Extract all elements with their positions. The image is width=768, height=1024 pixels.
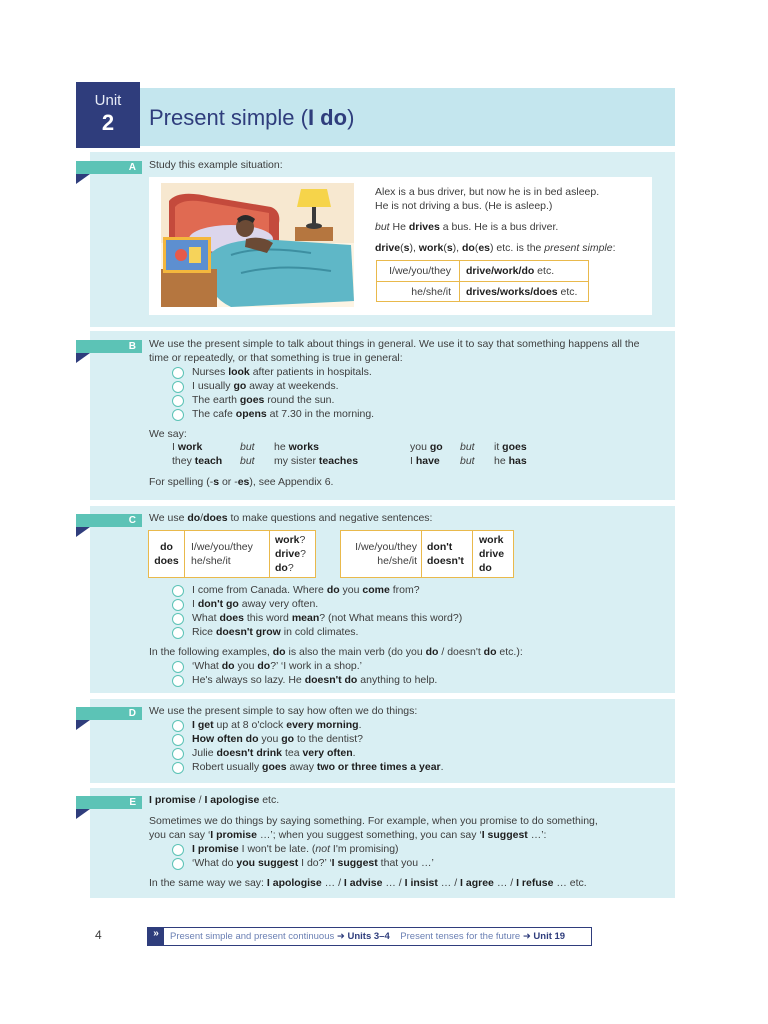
section-tab-c: C — [76, 514, 142, 527]
say-s3: I have — [410, 455, 440, 467]
section-a — [90, 152, 675, 327]
section-e-heading: I promise / I apologise etc. — [149, 794, 280, 806]
say-s4: it goes — [494, 441, 527, 453]
forms-verbs: drive/work/do etc. — [466, 265, 555, 277]
section-b-body — [149, 337, 659, 441]
list-item: ‘What do you suggest I do?’ ‘I suggest that you …’ — [172, 856, 659, 870]
list-item: I promise I won't be late. (not I'm promising) — [172, 842, 659, 856]
section-b-bullets — [149, 365, 659, 421]
we-say-label: We say: — [149, 428, 187, 440]
section-c-body — [149, 583, 659, 687]
page-title: Present simple (I do) — [149, 105, 355, 130]
main-verb-note: In the following examples, do is also the main verb (do you do / doesn't do etc.): — [149, 646, 523, 658]
chevron-icon: » — [148, 928, 164, 945]
section-e-bullets — [149, 842, 659, 870]
say-s4: he has — [494, 455, 527, 467]
section-e — [90, 788, 675, 898]
unit-number: 2 — [101, 110, 115, 135]
section-a-intro: Study this example situation: — [149, 159, 283, 171]
say-s1: I work — [172, 441, 203, 453]
unit-badge — [76, 82, 140, 148]
forms-table — [376, 260, 589, 302]
section-d-bullets — [149, 718, 659, 774]
list-item: Robert usually goes away two or three times a year. — [172, 760, 659, 774]
section-c-intro: We use do/does to make questions and negative sentences: — [149, 512, 433, 524]
list-item: ‘What do you do?’ ‘I work in a shop.’ — [172, 659, 659, 673]
spelling-note: For spelling (-s or -es), see Appendix 6. — [149, 476, 334, 488]
forms-subject: he/she/it — [377, 282, 460, 301]
say-but-2: but — [460, 441, 475, 453]
list-item: The cafe opens at 7.30 in the morning. — [172, 407, 659, 421]
section-c — [90, 506, 675, 693]
say-but-2: but — [460, 455, 475, 467]
same-way-line: In the same way we say: I apologise … / I advise … / I insist … / I agree … / I refuse … etc. — [149, 877, 587, 889]
section-e-para-1: Sometimes we do things by saying something. For example, when you promise to do something, — [149, 815, 598, 827]
section-b — [90, 331, 675, 500]
section-d-body — [149, 704, 659, 774]
section-e-body — [149, 793, 659, 890]
drives-line: but He drives a bus. He is a bus driver. — [375, 221, 559, 233]
question-table: do does I/we/you/they he/she/it work? drive? do? — [148, 530, 316, 578]
forms-row — [377, 261, 588, 281]
say-s1: they teach — [172, 455, 223, 467]
section-d-intro: We use the present simple to say how often we do things: — [149, 705, 418, 717]
forms-verbs: drives/works/does etc. — [466, 286, 578, 298]
sleeping-man-illustration — [161, 183, 354, 307]
section-c-bullets-2 — [149, 659, 659, 687]
ref-link-unit-19[interactable]: Present tenses for the future ➜ Unit 19 — [400, 931, 566, 942]
page-number: 4 — [95, 928, 102, 942]
list-item: I don't go away very often. — [172, 597, 659, 611]
unit-label: Unit — [94, 92, 122, 109]
section-tab-a: A — [76, 161, 142, 174]
situation-text — [375, 185, 645, 255]
section-b-para-1: We use the present simple to talk about things in general. We use it to say that something happens all the — [149, 338, 640, 350]
say-but: but — [240, 441, 255, 453]
forms-row — [377, 281, 588, 301]
list-item: How often do you go to the dentist? — [172, 732, 659, 746]
list-item: Rice doesn't grow in cold climates. — [172, 625, 659, 639]
say-but: but — [240, 455, 255, 467]
section-b-para-2: time or repeatedly, or that something is true in general: — [149, 352, 403, 364]
section-tab-b: B — [76, 340, 142, 353]
situation-line-2: He is not driving a bus. (He is asleep.) — [375, 200, 553, 212]
say-s2: he works — [274, 441, 319, 453]
section-tab-e: E — [76, 796, 142, 809]
list-item: He's always so lazy. He doesn't do anything to help. — [172, 673, 659, 687]
say-s2: my sister teaches — [274, 455, 359, 467]
forms-line: drive(s), work(s), do(es) etc. is the present simple: — [375, 242, 616, 254]
ref-link-units-3-4[interactable]: Present simple and present continuous ➜ Units 3–4 — [170, 931, 390, 942]
list-item: The earth goes round the sun. — [172, 393, 659, 407]
situation-line-1: Alex is a bus driver, but now he is in bed asleep. — [375, 186, 600, 198]
section-tab-d: D — [76, 707, 142, 720]
forms-subject: I/we/you/they — [377, 261, 460, 281]
list-item: Nurses look after patients in hospitals. — [172, 365, 659, 379]
say-s3: you go — [410, 441, 443, 453]
list-item: Julie doesn't drink tea very often. — [172, 746, 659, 760]
section-e-para-2: you can say ‘I promise …’; when you suggest something, you can say ‘I suggest …’: — [149, 829, 547, 841]
section-d — [90, 699, 675, 783]
title-bar — [140, 88, 675, 146]
list-item: I come from Canada. Where do you come from? — [172, 583, 659, 597]
section-c-bullets-1 — [149, 583, 659, 639]
cross-reference-box — [147, 927, 592, 946]
negative-table: I/we/you/they he/she/it don't doesn't work drive do — [340, 530, 514, 578]
list-item: I usually go away at weekends. — [172, 379, 659, 393]
list-item: I get up at 8 o'clock every morning. — [172, 718, 659, 732]
list-item: What does this word mean? (not What means this word?) — [172, 611, 659, 625]
example-box — [149, 177, 652, 315]
